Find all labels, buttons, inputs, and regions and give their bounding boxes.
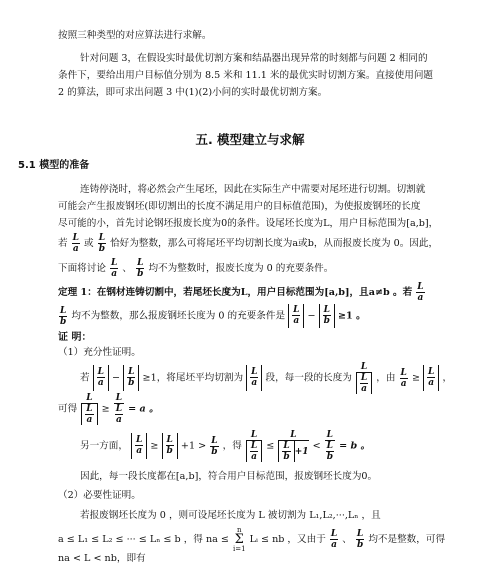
paragraph-line: （2）必要性证明。	[58, 490, 141, 501]
section-heading: 五. 模型建立与求解	[195, 132, 305, 147]
fraction-l-over-a: $\frac{L}{a}$	[111, 258, 118, 279]
theorem-line: 定理 1：在钢材连铸切割中，若尾坯长度为L，用户目标范围为[a,b]，且a≠b 。若 $\frac{L}{a}$	[58, 282, 424, 303]
proof-line: 若报废钢坯长度为 0 ，则可设尾坯长度为 L 被切割为 L₁,L₂,···,Lₙ ，且	[80, 510, 381, 521]
paragraph-line: 可能会产生报废钢坯(即切割出的长度不满足用户的目标值范围)，为使报废钢坯的长度	[58, 201, 421, 212]
proof-line: 因此，每一段长度都在[a,b]，符合用户目标范围，报废钢坯长度为0。	[80, 471, 378, 482]
floor-bracket: $\frac{L}{a}$	[288, 304, 304, 328]
paragraph-line: 连铸停浇时，将必然会产生尾坯，因此在实际生产中需要对尾坯进行切割。切割就	[80, 184, 426, 195]
summation: n Σ i=1	[233, 526, 246, 553]
theorem-line: $\frac{L}{b}$ 均不为整数，那么报废钢坯长度为 0 的充要条件是 $\frac{L}{a}$ − $\frac{L}{b}$ ≥1 。	[60, 305, 366, 327]
fraction-l-over-a: $\frac{L}{a}$	[72, 233, 79, 254]
paragraph-line: 下面将讨论 $\frac{L}{a}$ 、 $\frac{L}{b}$ 均不为整数时，报废长度为 0 的充要条件。	[58, 258, 334, 279]
paragraph-line: 尽可能的小，首先讨论钢坯报废长度为0的条件。设尾坯长度为L，用户目标范围为[a,b]，	[58, 218, 439, 229]
proof-line: 可得 $\frac{L}{\frac{L}{a}}$ ≥ $\frac{L}{\frac{L}{a}}$ = a 。	[58, 393, 159, 425]
fraction-l-over-b: $\frac{L}{b}$	[137, 258, 144, 279]
floor-bracket: $\frac{L}{b}$	[123, 365, 139, 391]
proof-label: 证 明：	[58, 332, 92, 343]
text-line: 条件下，要给出用户目标值分别为 8.5 米和 11.1 米的最优实时切割方案。直接使用问题	[58, 70, 434, 81]
text-line: 2 的算法，即可求出问题 3 中(1)(2)小问的实时最优切割方案。	[58, 87, 328, 98]
subsection-title: 5.1 模型的准备	[18, 160, 90, 171]
paragraph-line: 若 $\frac{L}{a}$ 或 $\frac{L}{b}$ 恰好为整数，那么可将尾坯平均切割长度为a或b，从而报废长度为 0。因此，	[58, 233, 439, 254]
proof-line: a ≤ L₁ ≤ L₂ ≤ ··· ≤ Lₙ ≤ b ，得 na ≤ n Σ i=1 Lᵢ ≤ nb ，又由于 $\frac{L}{a}$ 、 $\frac{L}{b}$ 均不是整数，可得	[58, 526, 446, 553]
fraction-l-over-b: $\frac{L}{b}$	[60, 305, 67, 327]
fraction-l-over-floor: $\frac{L}{\frac{L}{a}}$	[356, 362, 372, 394]
text-line: 按照三种类型的对应算法进行求解。	[58, 30, 212, 41]
floor-bracket: $\frac{L}{b}$	[319, 304, 335, 328]
proof-line: 另一方面， $\frac{L}{a}$ ≥ $\frac{L}{b}$ +1 > $\frac{L}{b}$ ，得 $\frac{L}{\frac{L}{a}}$ ≤ L $\frac{L}{b}$ +1 < $\frac{L}{\frac{L}{b}}$ = b 。	[80, 430, 371, 462]
text-line: 针对问题 3，在假设实时最优切割方案和结晶器出现异常的时刻都与问题 2 相同的	[80, 53, 428, 64]
paragraph-line: （1）充分性证明。	[58, 347, 141, 358]
fraction-l-over-b: $\frac{L}{b}$	[98, 233, 106, 254]
floor-bracket: $\frac{L}{a}$	[246, 365, 262, 391]
floor-bracket: $\frac{L}{a}$	[93, 365, 109, 391]
proof-line: 若 $\frac{L}{a}$ − $\frac{L}{b}$ ≥1，将尾坯平均切割为 $\frac{L}{a}$ 段，每一段的长度为 $\frac{L}{\frac{L}{a}}$ ，由 $\frac{L}{a}$ ≥ $\frac{L}{a}$ ，	[80, 362, 453, 394]
fraction-l-over-a: $\frac{L}{a}$	[417, 282, 424, 303]
proof-line: na < L < nb，即有	[58, 553, 146, 564]
